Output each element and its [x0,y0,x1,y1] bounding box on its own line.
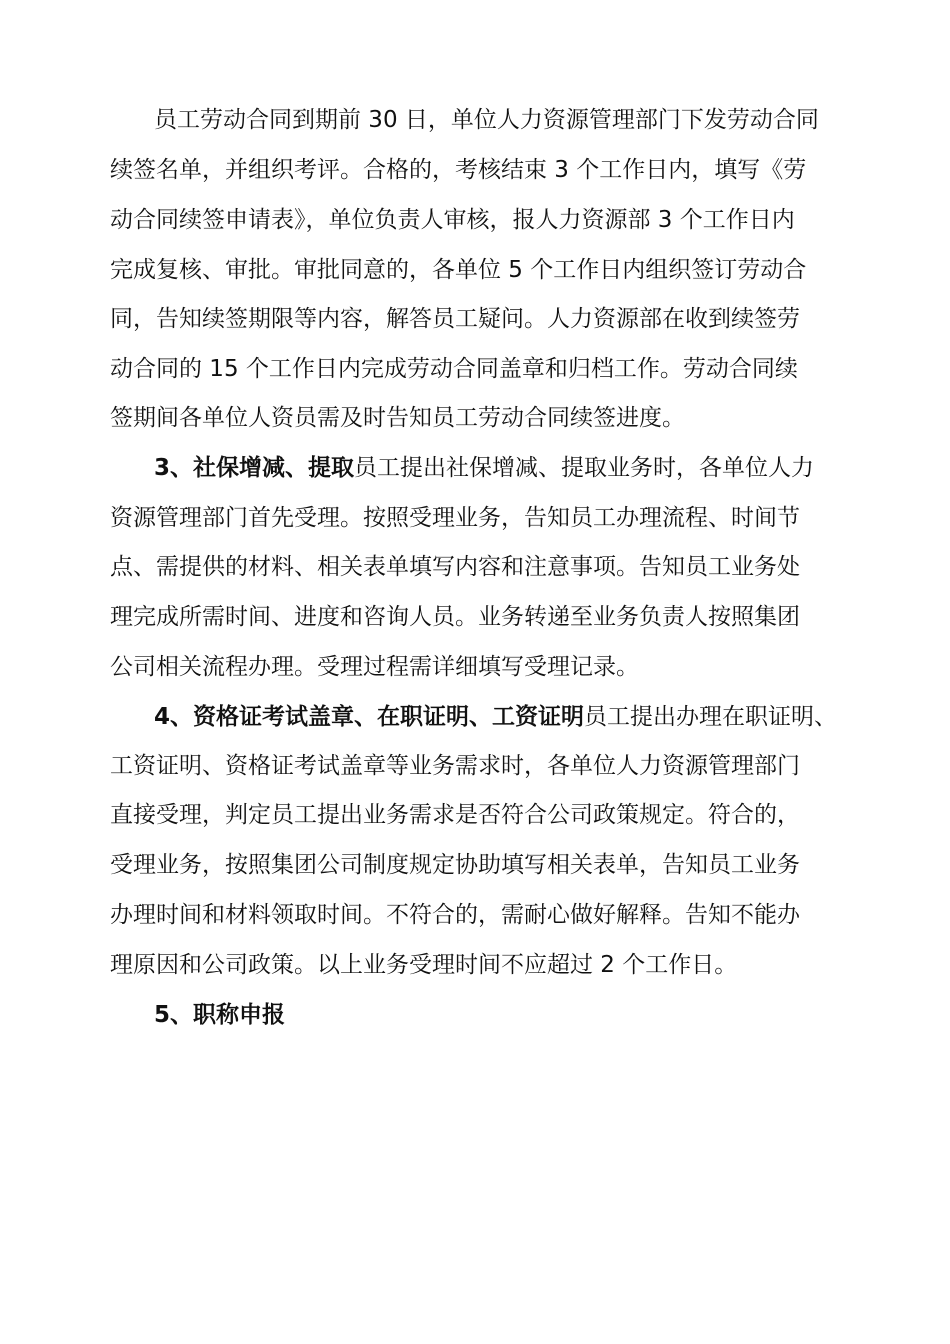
paragraph-1-line-5: 同，告知续签期限等内容，解答员工疑问。人力资源部在收到续签劳 [110,306,800,332]
paragraph-3-line-3: 点、需提供的材料、相关表单填写内容和注意事项。告知员工业务处 [110,554,800,580]
paragraph-3-line-5: 公司相关流程办理。受理过程需详细填写受理记录。 [110,654,639,680]
paragraph-4-line-4: 受理业务，按照集团公司制度规定协助填写相关表单，告知员工业务 [110,852,800,878]
paragraph-1-line-4: 完成复核、审批。审批同意的，各单位 5 个工作日内组织签订劳动合 [110,257,807,283]
section-heading-5: 5、职称申报 [154,1002,286,1028]
paragraph-4-line-2: 工资证明、资格证考试盖章等业务需求时，各单位人力资源管理部门 [110,753,800,779]
section-heading-4: 4、资格证考试盖章、在职证明、工资证明 [154,704,585,730]
paragraph-1-line-6: 动合同的 15 个工作日内完成劳动合同盖章和归档工作。劳动合同续 [110,356,798,382]
paragraph-1-line-3: 动合同续签申请表》，单位负责人审核，报人力资源部 3 个工作日内 [110,207,795,233]
paragraph-3-line-4: 理完成所需时间、进度和咨询人员。业务转递至业务负责人按照集团 [110,604,800,630]
paragraph-4-first-line-text: 员工提出办理在职证明、 [584,704,838,730]
paragraph-1-line-2: 续签名单，并组织考评。合格的，考核结束 3 个工作日内，填写《劳 [110,157,807,183]
paragraph-1-line-7: 签期间各单位人资员需及时告知员工劳动合同续签进度。 [110,405,685,431]
paragraph-4-line-5: 办理时间和材料领取时间。不符合的，需耐心做好解释。告知不能办 [110,902,800,928]
paragraph-4-first-line [154,692,837,742]
section-heading-3: 3、社保增减、提取 [154,455,355,481]
paragraph-3-first-line-text: 员工提出社保增减、提取业务时，各单位人力 [354,455,815,481]
paragraph-3-line-2: 资源管理部门首先受理。按照受理业务，告知员工办理流程、时间节 [110,505,800,531]
paragraph-3-first-line [154,443,814,493]
paragraph-1-line-1: 员工劳动合同到期前 30 日，单位人力资源管理部门下发劳动合同 [154,107,819,133]
paragraph-4-line-6: 理原因和公司政策。以上业务受理时间不应超过 2 个工作日。 [110,952,738,978]
paragraph-4-line-3: 直接受理，判定员工提出业务需求是否符合公司政策规定。符合的， [110,802,800,828]
